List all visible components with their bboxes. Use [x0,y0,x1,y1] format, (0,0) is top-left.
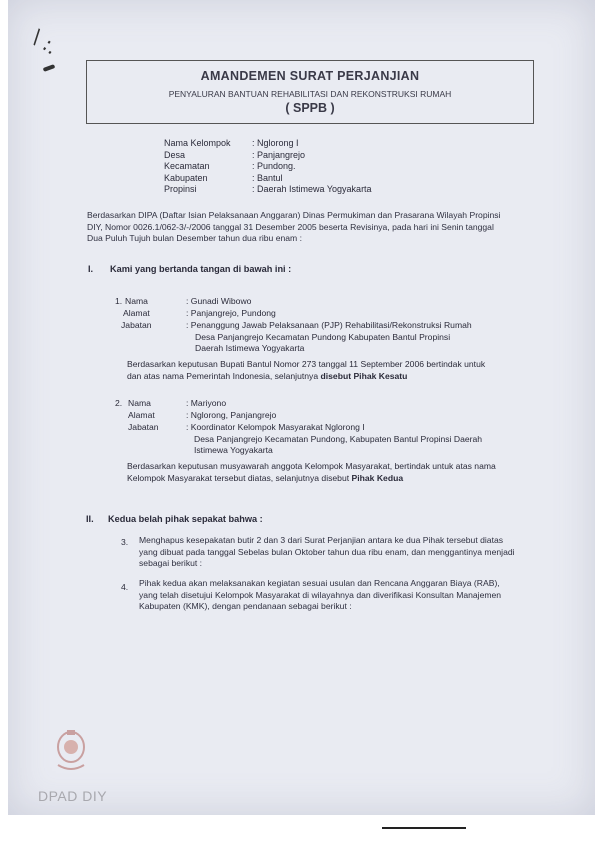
intro-line: DIY, Nomor 0026.1/062-3/-/2006 tanggal 31 Desember 2005 beserta Revisinya, pada hari ini Senin tanggal [87,221,494,232]
position-line: Desa Panjangrejo Kecamatan Pundong, Kabupaten Bantul Propinsi Daerah [194,433,483,444]
info-key: Nama Kelompok [164,138,231,148]
handwritten-mark: \ :. [27,24,63,60]
section-1-title: Kami yang bertanda tangan di bawah ini : [110,264,292,274]
party-1-name-label: Nama [125,296,148,306]
party-2-name-label: Nama [128,398,151,408]
party-1-position-label: Jabatan [121,320,152,330]
clause-line: sebagai berikut : [139,558,203,568]
party-2-basis [127,461,496,484]
info-key: Propinsi [164,184,197,194]
clause-3 [139,535,515,570]
basis-line: Berdasarkan keputusan musyawarah anggota Kelompok Masyarakat, bertindak untuk atas nama [127,461,496,471]
party-2-address: : Nglorong, Panjangrejo [186,410,277,420]
clause-number: 4. [121,582,129,592]
party-2-number: 2. [115,398,123,408]
party-2-address-label: Alamat [128,410,155,420]
party-1-name: : Gunadi Wibowo [186,296,252,306]
info-value: : Panjangrejo [252,149,306,160]
position-line: Desa Panjangrejo Kecamatan Pundong Kabupaten Bantul Propinsi [195,331,451,342]
document-code: ( SPPB ) [285,101,335,115]
position-line: Daerah Istimewa Yogyakarta [195,343,305,353]
clause-line: yang dibuat pada tanggal Sebelas bulan Oktober tahun dua ribu enam, dan menggantinya menjadi [139,546,515,557]
position-line: : Koordinator Kelompok Masyarakat Nglorong I [186,422,365,432]
section-2-number: II. [86,514,94,524]
position-line: Istimewa Yogyakarta [194,445,273,455]
info-value: : Daerah Istimewa Yogyakarta [252,184,372,194]
basis-line: Berdasarkan keputusan Bupati Bantul Nomor 273 tanggal 11 September 2006 bertindak untuk [127,359,486,369]
info-key: Kecamatan [164,161,210,171]
info-key: Kabupaten [164,172,208,183]
intro-line: Dua Puluh Tujuh bulan Desember tahun dua ribu enam : [87,233,302,243]
party-1-basis [127,359,485,382]
info-value: : Bantul [252,172,283,183]
document-subtitle: PENYALURAN BANTUAN REHABILITASI DAN REKONSTRUKSI RUMAH [168,89,452,99]
intro-line: Berdasarkan DIPA (Daftar Isian Pelaksanaan Anggaran) Dinas Permukiman dan Prasarana Wilayah Propinsi [87,210,501,220]
info-value: : Pundong. [252,161,296,171]
clause-line: Menghapus kesepakatan butir 2 dan 3 dari Surat Perjanjian antara ke dua Pihak tersebut diatas [139,535,504,545]
clause-number: 3. [121,537,129,547]
info-key: Desa [164,149,186,160]
title-box [86,60,534,124]
party-1-address-label: Alamat [123,308,150,318]
party-2-name: : Mariyono [186,398,227,408]
section-1-number: I. [88,264,94,274]
info-value: : Nglorong I [252,138,299,148]
emblem-logo [52,727,90,773]
party-2-designation: Pihak Kedua [351,472,404,483]
clause-line: Kabupaten (KMK), dengan pendanaan sebagai berikut : [139,601,352,611]
basis-line: dan atas nama Pemerintah Indonesia, selanjutnya [127,370,321,381]
clause-line: Pihak kedua akan melaksanakan kegiatan sesuai usulan dan Rencana Anggaran Biaya (RAB), [139,578,500,588]
watermark: DPAD DIY [38,788,108,804]
party-1-address: : Panjangrejo, Pundong [186,308,276,318]
footer-line [382,827,466,829]
party-1-position [186,320,472,355]
party-2-position-label: Jabatan [128,422,159,432]
section-2-title: Kedua belah pihak sepakat bahwa : [108,514,263,524]
position-line: : Penanggung Jawab Pelaksanaan (PJP) Rehabilitasi/Rekonstruksi Rumah [186,320,472,330]
clause-4 [139,578,501,613]
intro-paragraph [87,210,501,245]
group-info [164,138,372,196]
document-title: AMANDEMEN SURAT PERJANJIAN [200,69,420,83]
party-1-number: 1. [115,296,123,306]
clause-line: yang telah disetujui Kelompok Masyarakat di wilayahnya dan diverifikasi Konsultan Manajemen [139,589,502,600]
party-2-position [186,422,482,457]
party-1-designation: disebut Pihak Kesatu [320,370,408,381]
basis-line: Kelompok Masyarakat tersebut diatas, selanjutnya disebut [127,472,352,483]
